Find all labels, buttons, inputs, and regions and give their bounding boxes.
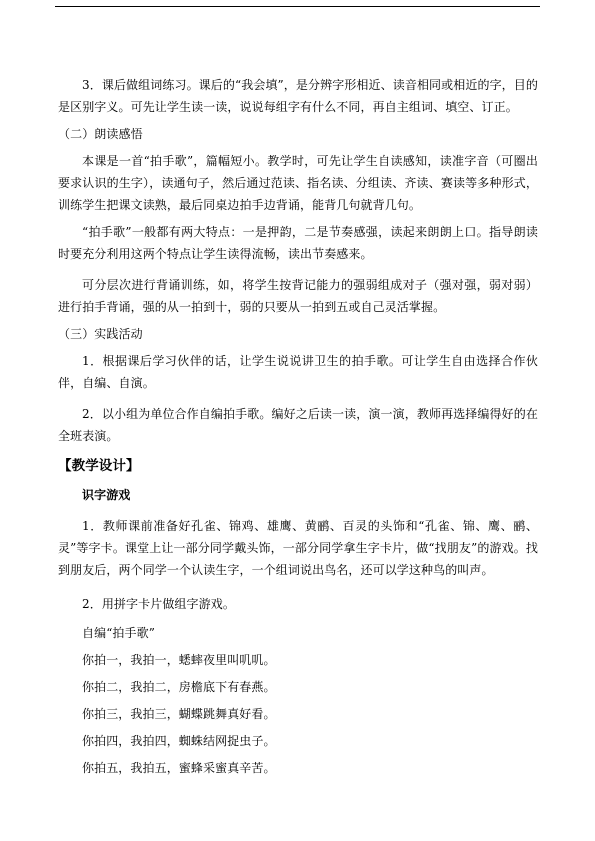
heading-practice-activities: （三）实践活动 [58, 327, 143, 341]
paragraph-reading-method: 本课是一首“拍手歌”，篇幅短小。教学时，可先让学生自读感知，读准字音（可圈出要求认识的生字），读通句子，然后通过范读、指名读、分组读、齐读、赛读等多种形式，训练学生把课文读熟，最后同桌边拍手边背诵，能背几句就背几句。 [58, 154, 538, 212]
section-title-teaching-design: 【教学设计】 [58, 458, 140, 474]
paragraph-game-1: 1．教师课前准备好孔雀、锦鸡、雄鹰、黄鹂、百灵的头饰和“孔雀、锦、鹰、鹂、灵”等字卡。课堂上让一部分同学戴头饰，一部分同学拿生字卡片，做“找朋友”的游戏。找到朋友后，两个同学一个认读生字，一个组词说出鸟名，还可以学这种鸟的叫声。 [58, 519, 538, 577]
poem-line: 你拍五，我拍五，蜜蜂采蜜真辛苦。 [82, 761, 276, 775]
poem-line: 你拍二，我拍二，房檐底下有春燕。 [82, 680, 276, 694]
paragraph-activity-1: 1．根据课后学习伙伴的话，让学生说说讲卫生的拍手歌。可让学生自由选择合作伙伴，自编、自演。 [58, 354, 538, 390]
paragraph-song-features: “拍手歌”一般都有两大特点：一是押韵，二是节奏感强，读起来朗朗上口。指导朗读时要充分利用这两个特点让学生读得流畅，读出节奏感来。 [58, 225, 538, 261]
poem-line: 你拍三，我拍三，蝴蝶跳舞真好看。 [82, 707, 276, 721]
subtitle-literacy-game: 识字游戏 [82, 488, 131, 502]
poem-line: 你拍四，我拍四，蜘蛛结网捉虫子。 [82, 734, 276, 748]
heading-reading-comprehension: （二）朗读感悟 [58, 127, 143, 141]
header-rule [55, 6, 540, 7]
paragraph-game-2: 2．用拼字卡片做组字游戏。 [82, 597, 235, 611]
poem-title: 自编“拍手歌” [82, 626, 155, 640]
poem-line: 你拍一，我拍一，蟋蟀夜里叫叽叽。 [82, 653, 276, 667]
paragraph-activity-2: 2．以小组为单位合作自编拍手歌。编好之后读一读，演一演，教师再选择编得好的在全班表演。 [58, 407, 538, 443]
clapping-song [58, 620, 538, 782]
document-body [58, 74, 538, 782]
paragraph-homework-exercise: 3．课后做组词练习。课后的“我会填”，是分辨字形相近、读音相同或相近的字，目的是区别字义。可先让学生读一读，说说每组字有什么不同，再自主组词、填空、订正。 [58, 78, 538, 114]
paragraph-recitation-training: 可分层次进行背诵训练，如，将学生按背记能力的强弱组成对子（强对强，弱对弱）进行拍手背诵，强的从一拍到十，弱的只要从一拍到五或自己灵活掌握。 [58, 278, 538, 314]
